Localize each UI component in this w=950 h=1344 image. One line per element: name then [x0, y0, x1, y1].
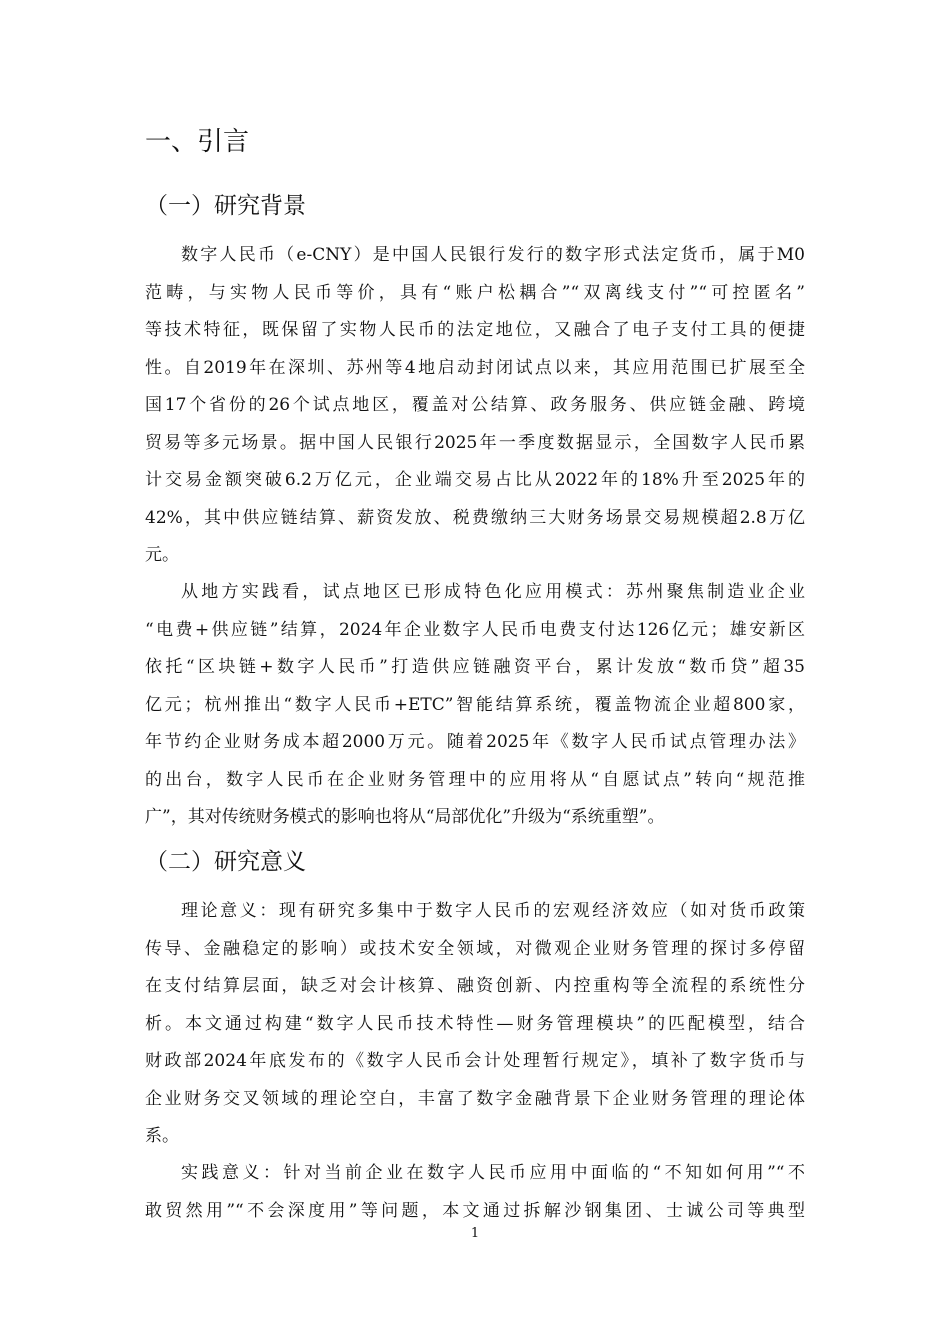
text-line: 企业财务交叉领域的理论空白，丰富了数字金融背景下企业财务管理的理论体 [145, 1088, 805, 1109]
text-line: 范畴，与实物人民币等价，具有“账户松耦合”“双离线支付”“可控匿名” [145, 282, 805, 303]
text-line: 敢贸然用”“不会深度用”等问题，本文通过拆解沙钢集团、士诚公司等典型 [145, 1200, 805, 1221]
text-line: 析。本文通过构建“数字人民币技术特性—财务管理模块”的匹配模型，结合 [145, 1013, 805, 1034]
paragraph-background-2 [145, 574, 805, 837]
text-line: 理论意义：现有研究多集中于数字人民币的宏观经济效应（如对货币政策 [181, 901, 805, 921]
text-line: 系。 [145, 1126, 179, 1146]
text-line: 传导、金融稳定的影响）或技术安全领域，对微观企业财务管理的探讨多停留 [145, 938, 805, 959]
text-line: 计交易金额突破6.2万亿元，企业端交易占比从2022年的18%升至2025年的 [145, 470, 805, 490]
text-line: 实践意义：针对当前企业在数字人民币应用中面临的“不知如何用”“不 [181, 1163, 805, 1183]
text-line: 42%，其中供应链结算、薪资发放、税费缴纳三大财务场景交易规模超2.8万亿 [145, 507, 805, 528]
text-line: 性。自2019年在深圳、苏州等4地启动封闭试点以来，其应用范围已扩展至全 [145, 357, 805, 378]
text-line: 亿元；杭州推出“数字人民币+ETC”智能结算系统，覆盖物流企业超800家， [145, 694, 805, 715]
text-line: 的出台，数字人民币在企业财务管理中的应用将从“自愿试点”转向“规范推 [145, 769, 805, 790]
page-number: 1 [470, 1226, 480, 1241]
section-heading-background: （一）研究背景 [145, 193, 306, 219]
paragraph-practical-significance [145, 1155, 805, 1230]
text-line: 依托“区块链+数字人民币”打造供应链融资平台，累计发放“数币贷”超35 [145, 657, 805, 677]
text-line: 等技术特征，既保留了实物人民币的法定地位，又融合了电子支付工具的便捷 [145, 320, 805, 340]
text-line: 国17个省份的26个试点地区，覆盖对公结算、政务服务、供应链金融、跨境 [145, 395, 805, 415]
text-line: 在支付结算层面，缺乏对会计核算、融资创新、内控重构等全流程的系统性分 [145, 976, 805, 996]
section-heading-significance: （二）研究意义 [145, 849, 306, 875]
text-line: 数字人民币（e-CNY）是中国人民银行发行的数字形式法定货币，属于M0 [181, 245, 805, 265]
text-line: 财政部2024年底发布的《数字人民币会计处理暂行规定》，填补了数字货币与 [145, 1051, 805, 1071]
text-line: 从地方实践看，试点地区已形成特色化应用模式：苏州聚焦制造业企业 [181, 582, 805, 602]
text-line: 年节约企业财务成本超2000万元。随着2025年《数字人民币试点管理办法》 [145, 732, 805, 752]
text-line: 元。 [145, 545, 179, 565]
text-line: “电费+供应链”结算，2024年企业数字人民币电费支付达126亿元；雄安新区 [145, 619, 805, 640]
text-line: 广”，其对传统财务模式的影响也将从“局部优化”升级为“系统重塑”。 [145, 807, 665, 827]
paragraph-background-1 [145, 237, 805, 575]
chapter-heading: 一、引言 [145, 127, 250, 157]
paragraph-theoretical-significance [145, 893, 805, 1156]
text-line: 贸易等多元场景。据中国人民银行2025年一季度数据显示，全国数字人民币累 [145, 432, 805, 453]
